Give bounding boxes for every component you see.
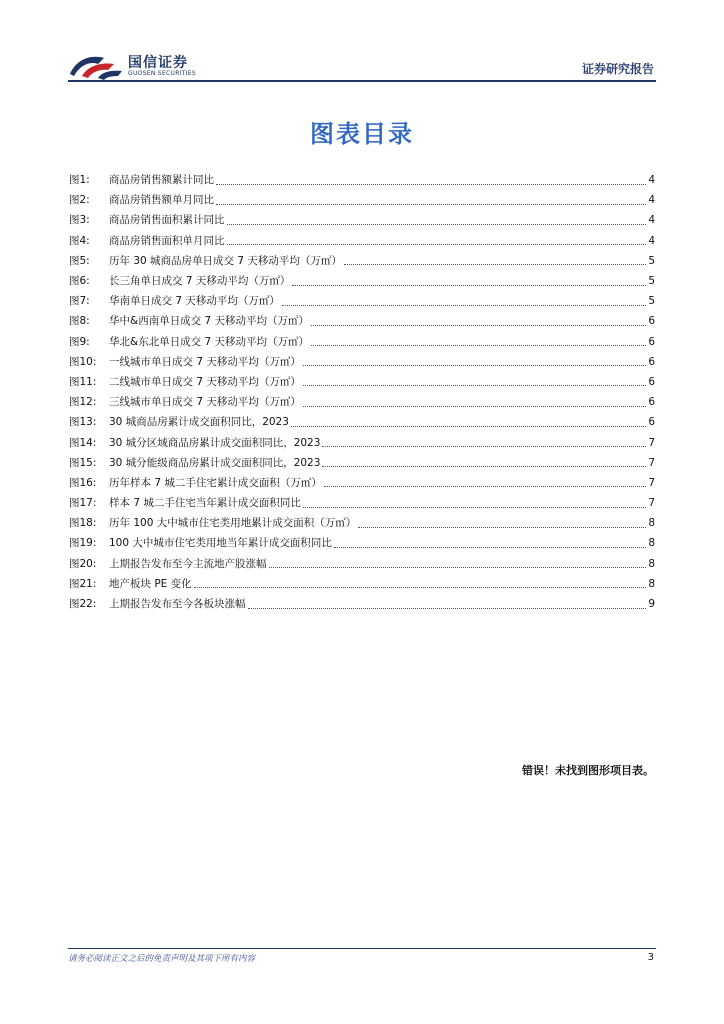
toc-entry[interactable] (69, 473, 655, 493)
toc-entry[interactable] (69, 352, 655, 372)
toc-entry[interactable] (69, 251, 655, 271)
toc-figure-title: 华北&东北单日成交 7 天移动平均（万㎡） (109, 335, 310, 348)
guosen-logo-mark-icon (68, 50, 124, 82)
toc-leader-dots (227, 224, 647, 225)
toc-page-number: 6 (648, 375, 655, 388)
toc-entry[interactable] (69, 332, 655, 352)
toc-page-number: 4 (648, 214, 655, 227)
toc-entry[interactable] (69, 372, 655, 392)
toc-entry[interactable] (69, 311, 655, 331)
toc-leader-dots (322, 466, 646, 467)
footer-disclaimer: 请务必阅读正文之后的免责声明及其项下所有内容 (68, 954, 256, 964)
toc-page-number: 7 (648, 456, 655, 469)
toc-entry[interactable] (69, 392, 655, 412)
toc-leader-dots (303, 406, 646, 407)
toc-page-number: 4 (648, 234, 655, 247)
toc-figure-title: 华中&西南单日成交 7 天移动平均（万㎡） (109, 315, 310, 328)
logo-text-cn: 国信证券 (128, 55, 188, 71)
toc-page-number: 6 (648, 315, 655, 328)
toc-page-number: 5 (648, 254, 655, 267)
toc-figure-title: 长三角单日成交 7 天移动平均（万㎡） (109, 275, 291, 288)
toc-leader-dots (291, 426, 646, 427)
toc-figure-title: 三线城市单日成交 7 天移动平均（万㎡） (109, 396, 301, 409)
toc-entry[interactable] (69, 453, 655, 473)
toc-figure-title: 一线城市单日成交 7 天移动平均（万㎡） (109, 355, 301, 368)
toc-page-number: 4 (648, 194, 655, 207)
table-of-figures (69, 170, 655, 614)
toc-page-number: 8 (648, 557, 655, 570)
toc-entry[interactable] (69, 271, 655, 291)
toc-figure-number: 图19: (69, 537, 97, 550)
toc-leader-dots (282, 305, 646, 306)
guosen-logo (68, 50, 228, 82)
toc-entry[interactable] (69, 190, 655, 210)
toc-entry[interactable] (69, 554, 655, 574)
toc-leader-dots (358, 527, 646, 528)
toc-page-number: 9 (648, 598, 655, 611)
toc-figure-title: 样本 7 城二手住宅当年累计成交面积同比 (109, 497, 301, 510)
footer-divider (68, 948, 656, 949)
toc-entry[interactable] (69, 432, 655, 452)
toc-figure-title: 历年 30 城商品房单日成交 7 天移动平均（万㎡） (109, 254, 342, 267)
logo-text-en: GUOSEN SECURITIES (128, 70, 197, 77)
toc-figure-number: 图1: (69, 174, 90, 187)
toc-figure-number: 图13: (69, 416, 97, 429)
toc-page-number: 5 (648, 295, 655, 308)
toc-figure-number: 图4: (69, 234, 90, 247)
toc-entry[interactable] (69, 170, 655, 190)
toc-figure-title: 商品房销售额单月同比 (109, 194, 214, 207)
toc-leader-dots (344, 264, 646, 265)
page-header (68, 50, 656, 82)
toc-figure-title: 二线城市单日成交 7 天移动平均（万㎡） (109, 375, 301, 388)
toc-page-number: 7 (648, 476, 655, 489)
toc-leader-dots (248, 608, 647, 609)
toc-figure-title: 30 城分区域商品房累计成交面积同比，2023 (109, 436, 321, 449)
toc-page-number: 8 (648, 517, 655, 530)
toc-leader-dots (303, 385, 646, 386)
toc-leader-dots (324, 486, 646, 487)
toc-figure-number: 图20: (69, 557, 97, 570)
toc-entry[interactable] (69, 291, 655, 311)
toc-figure-title: 地产板块 PE 变化 (109, 577, 192, 590)
toc-figure-number: 图2: (69, 194, 90, 207)
toc-leader-dots (334, 547, 646, 548)
document-type-label: 证券研究报告 (581, 62, 654, 76)
toc-figure-number: 图22: (69, 598, 97, 611)
toc-figure-number: 图17: (69, 497, 97, 510)
toc-entry[interactable] (69, 574, 655, 594)
toc-figure-title: 商品房销售面积累计同比 (109, 214, 225, 227)
toc-figure-title: 商品房销售面积单月同比 (109, 234, 225, 247)
toc-page-number: 6 (648, 396, 655, 409)
toc-page-number: 7 (648, 436, 655, 449)
toc-leader-dots (311, 325, 646, 326)
toc-leader-dots (311, 345, 646, 346)
toc-figure-number: 图21: (69, 577, 97, 590)
toc-figure-number: 图9: (69, 335, 90, 348)
toc-entry[interactable] (69, 513, 655, 533)
toc-page-number: 6 (648, 335, 655, 348)
toc-entry[interactable] (69, 412, 655, 432)
toc-page-number: 6 (648, 355, 655, 368)
toc-figure-title: 历年样本 7 城二手住宅累计成交面积（万㎡） (109, 476, 322, 489)
toc-figure-number: 图16: (69, 476, 97, 489)
toc-entry[interactable] (69, 210, 655, 230)
toc-figure-title: 上期报告发布至今主流地产股涨幅 (109, 557, 267, 570)
toc-leader-dots (322, 446, 646, 447)
page-number: 3 (647, 952, 654, 963)
toc-figure-title: 30 城商品房累计成交面积同比，2023 (109, 416, 289, 429)
toc-figure-number: 图5: (69, 254, 90, 267)
toc-page-number: 7 (648, 497, 655, 510)
toc-figure-number: 图7: (69, 295, 90, 308)
toc-entry[interactable] (69, 533, 655, 553)
toc-figure-number: 图12: (69, 396, 97, 409)
toc-figure-title: 上期报告发布至今各板块涨幅 (109, 598, 246, 611)
toc-leader-dots (216, 204, 646, 205)
toc-entry[interactable] (69, 594, 655, 614)
toc-figure-number: 图6: (69, 275, 90, 288)
toc-leader-dots (292, 285, 646, 286)
header-divider (68, 80, 656, 82)
toc-figure-title: 100 大中城市住宅类用地当年累计成交面积同比 (109, 537, 332, 550)
toc-leader-dots (269, 567, 647, 568)
toc-figure-title: 商品房销售额累计同比 (109, 174, 214, 187)
toc-entry[interactable] (69, 493, 655, 513)
toc-page-number: 4 (648, 174, 655, 187)
toc-leader-dots (303, 507, 646, 508)
toc-page-number: 6 (648, 416, 655, 429)
toc-figure-number: 图10: (69, 355, 97, 368)
toc-leader-dots (227, 244, 647, 245)
toc-figure-number: 图15: (69, 456, 97, 469)
toc-figure-number: 图11: (69, 375, 97, 388)
toc-page-number: 8 (648, 537, 655, 550)
toc-leader-dots (303, 365, 646, 366)
toc-leader-dots (216, 184, 646, 185)
toc-figure-title: 历年 100 大中城市住宅类用地累计成交面积（万㎡） (109, 517, 357, 530)
error-message: 错误！未找到图形项目表。 (522, 764, 654, 777)
toc-figure-number: 图18: (69, 517, 97, 530)
toc-figure-title: 30 城分能级商品房累计成交面积同比，2023 (109, 456, 321, 469)
toc-page-number: 8 (648, 577, 655, 590)
toc-figure-number: 图14: (69, 436, 97, 449)
toc-leader-dots (194, 587, 647, 588)
toc-figure-number: 图8: (69, 315, 90, 328)
toc-figure-number: 图3: (69, 214, 90, 227)
page-title: 图表目录 (310, 120, 414, 148)
toc-page-number: 5 (648, 275, 655, 288)
toc-figure-title: 华南单日成交 7 天移动平均（万㎡） (109, 295, 280, 308)
toc-entry[interactable] (69, 231, 655, 251)
